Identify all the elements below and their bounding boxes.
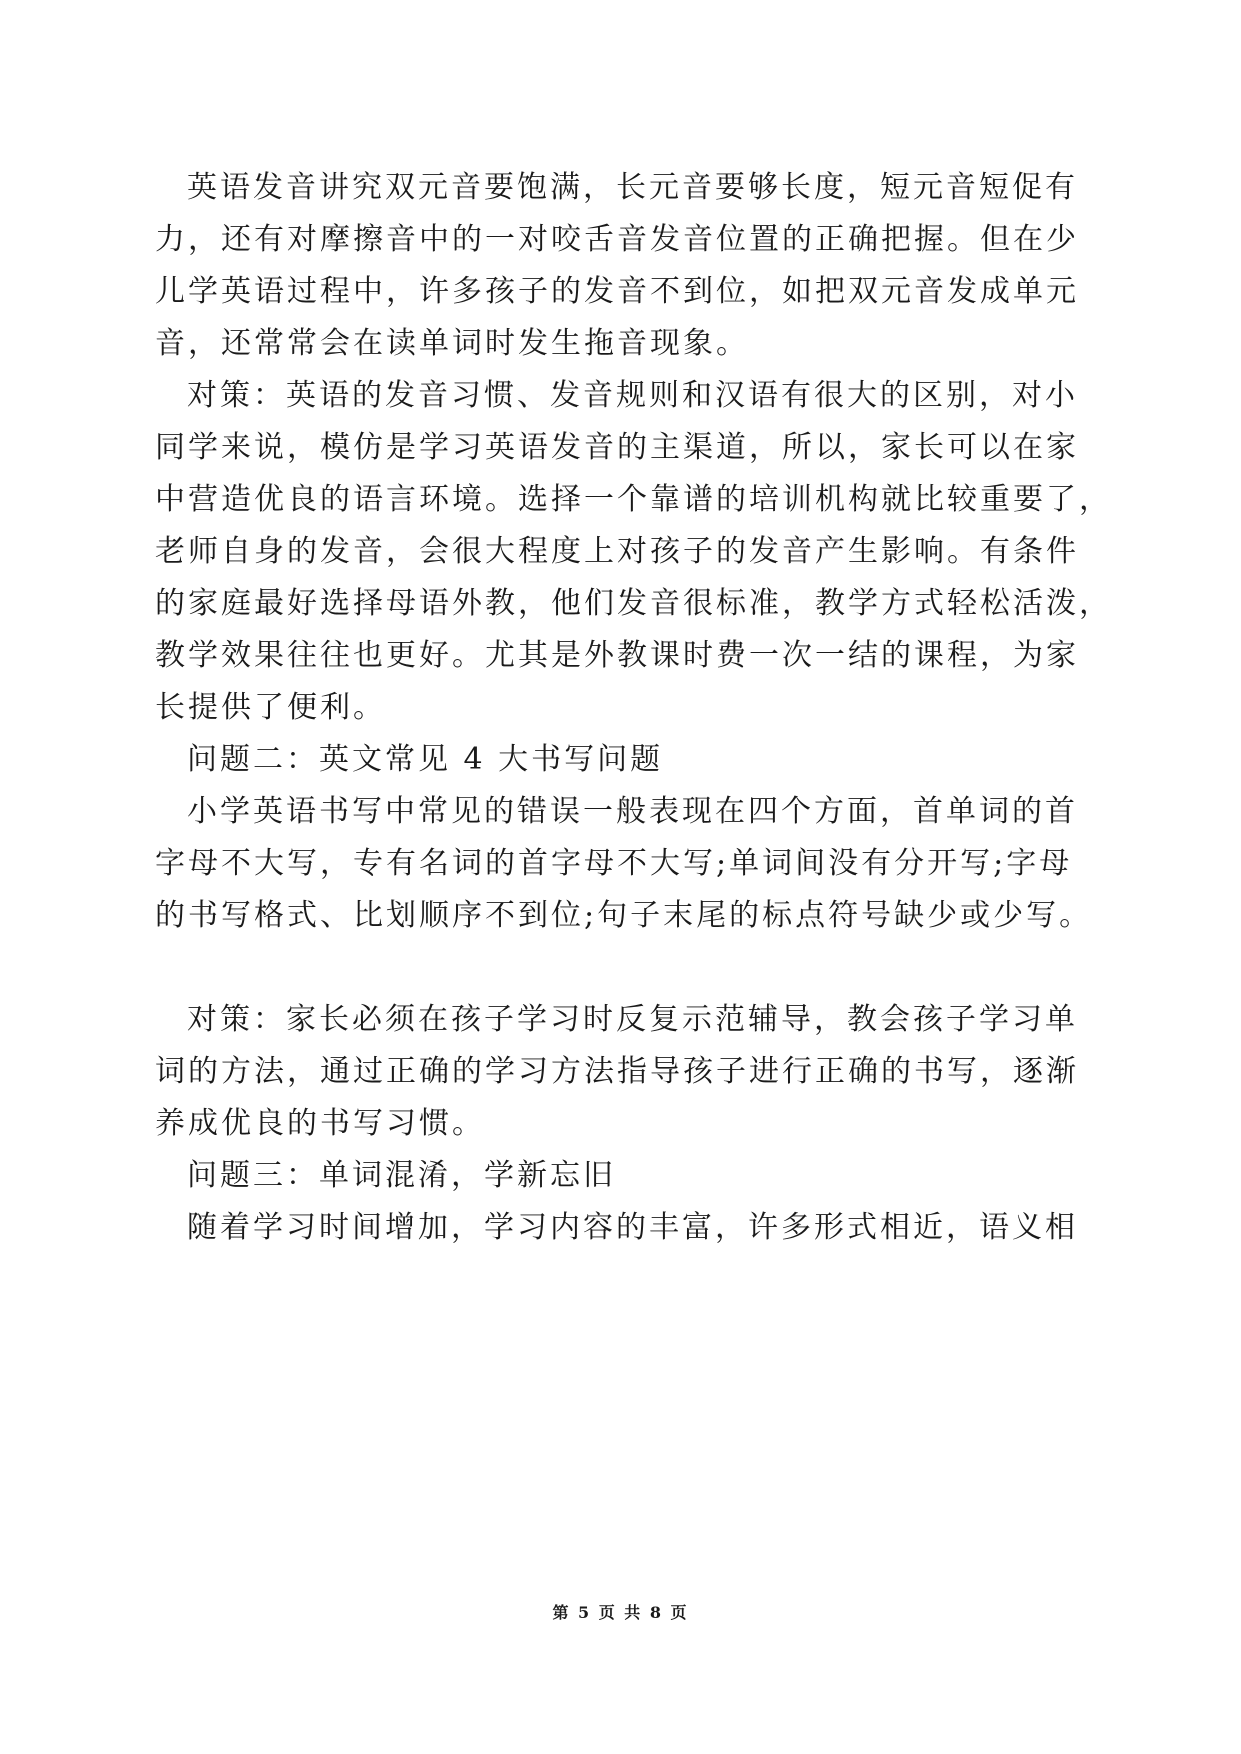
text-line: 同学来说，模仿是学习英语发音的主渠道，所以，家长可以在家: [155, 430, 1079, 465]
text-line: 儿学英语过程中，许多孩子的发音不到位，如把双元音发成单元: [155, 274, 1079, 309]
text-line: 英语发音讲究双元音要饱满，长元音要够长度，短元音短促有: [187, 170, 1078, 205]
text-line: 老师自身的发音，会很大程度上对孩子的发音产生影响。有条件: [155, 534, 1079, 569]
text-line: 对策：英语的发音习惯、发音规则和汉语有很大的区别，对小: [187, 378, 1078, 413]
heading-problem-three: [155, 1150, 1090, 1202]
text-line: 小学英语书写中常见的错误一般表现在四个方面，首单词的首: [187, 794, 1078, 829]
text-line: 音，还常常会在读单词时发生拖音现象。: [155, 326, 749, 361]
text-line: 力，还有对摩擦音中的一对咬舌音发音位置的正确把握。但在少: [155, 222, 1079, 257]
text-line: 对策：家长必须在孩子学习时反复示范辅导，教会孩子学习单: [187, 1002, 1078, 1037]
text-line: 问题二：英文常见 4 大书写问题: [187, 742, 664, 777]
text-line: 随着学习时间增加，学习内容的丰富，许多形式相近，语义相: [187, 1210, 1078, 1245]
paragraph-pronunciation-strategy: [155, 370, 1112, 734]
text-line: 教学效果往往也更好。尤其是外教课时费一次一结的课程，为家: [155, 638, 1079, 673]
paragraph-writing-errors: [155, 786, 1093, 942]
blank-line: [155, 942, 1090, 994]
paragraph-word-confusion: [155, 1202, 1090, 1254]
text-line: 中营造优良的语言环境。选择一个靠谱的培训机构就比较重要了，: [155, 482, 1112, 517]
text-line: 问题三：单词混淆，学新忘旧: [187, 1158, 616, 1193]
page-number-footer: 第 5 页 共 8 页: [552, 1603, 689, 1622]
text-line: 的书写格式、比划顺序不到位;句子末尾的标点符号缺少或少写。: [155, 898, 1093, 933]
heading-problem-two: [155, 734, 1090, 786]
text-line: 长提供了便利。: [155, 690, 386, 725]
document-body: [155, 162, 1112, 1254]
text-line: 词的方法，通过正确的学习方法指导孩子进行正确的书写，逐渐: [155, 1054, 1079, 1089]
paragraph-writing-strategy: [155, 994, 1090, 1150]
text-line: 养成优良的书写习惯。: [155, 1106, 485, 1141]
text-line: 字母不大写，专有名词的首字母不大写;单词间没有分开写;字母: [155, 846, 1073, 881]
text-line: 的家庭最好选择母语外教，他们发音很标准，教学方式轻松活泼，: [155, 586, 1112, 621]
paragraph-pronunciation-intro: [155, 162, 1090, 370]
